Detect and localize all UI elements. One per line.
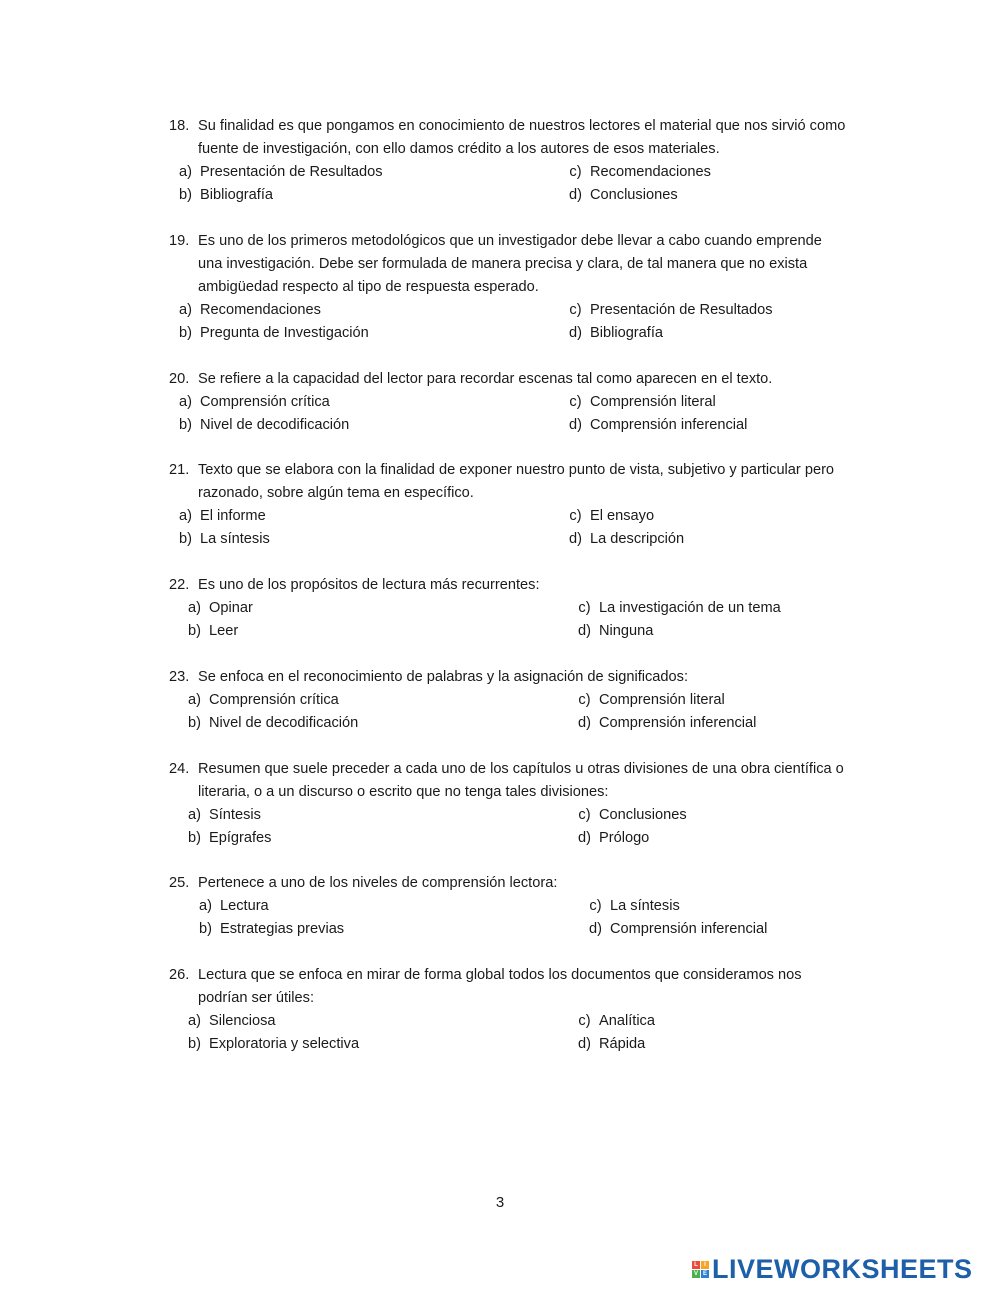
question-number: 23. xyxy=(169,669,190,685)
option-b[interactable]: b) Nivel de decodificación xyxy=(188,715,359,731)
option-a[interactable]: a) Comprensión crítica xyxy=(188,692,339,708)
option-b[interactable]: b) Pregunta de Investigación xyxy=(179,325,369,341)
option-b[interactable]: b) Leer xyxy=(188,623,239,639)
question-number: 18. xyxy=(169,118,190,134)
question-number: 25. xyxy=(169,875,190,891)
question-number: 20. xyxy=(169,371,190,387)
question-number: 24. xyxy=(169,761,190,777)
option-a[interactable]: a) El informe xyxy=(179,508,266,524)
option-c[interactable]: c) La investigación de un tema xyxy=(578,600,781,616)
question-26 xyxy=(169,964,869,1056)
option-c[interactable]: c) Recomendaciones xyxy=(569,164,711,180)
option-a[interactable]: a) Lectura xyxy=(199,898,269,914)
answer-options xyxy=(180,804,869,850)
logo-mark-v: V xyxy=(693,1270,698,1277)
option-a[interactable]: a) Recomendaciones xyxy=(179,302,321,318)
option-d[interactable]: d) Conclusiones xyxy=(569,187,678,203)
question-text: Es uno de los propósitos de lectura más recurrentes: xyxy=(198,577,540,593)
question-number: 26. xyxy=(169,967,190,983)
option-c[interactable]: c) Analítica xyxy=(578,1013,655,1029)
question-text: Su finalidad es que pongamos en conocimiento de nuestros lectores el material que nos sirvió como fuente de investigación, con ello damos crédito a los autores de esos materiales. xyxy=(198,118,846,157)
option-b[interactable]: b) Epígrafes xyxy=(188,830,272,846)
question-18 xyxy=(169,115,869,207)
answer-options xyxy=(171,391,869,437)
question-text: Pertenece a uno de los niveles de comprensión lectora: xyxy=(198,875,558,891)
option-d[interactable]: d) Comprensión inferencial xyxy=(569,417,748,433)
answer-options xyxy=(171,299,869,345)
option-a[interactable]: a) Silenciosa xyxy=(188,1013,276,1029)
page-number: 3 xyxy=(495,1194,505,1211)
question-text: Es uno de los primeros metodológicos que un investigador debe llevar a cabo cuando emprende una investigación. Debe ser formulada de manera precisa y clara, de tal manera que no exista ambigüedad respecto al tipo de respuesta esperado. xyxy=(198,233,822,295)
option-a[interactable]: a) Presentación de Resultados xyxy=(179,164,383,180)
logo-mark-i: I xyxy=(701,1261,709,1269)
question-21 xyxy=(169,459,869,551)
option-c[interactable]: c) Conclusiones xyxy=(578,807,687,823)
option-d[interactable]: d) Rápida xyxy=(578,1036,646,1052)
option-c[interactable]: c) El ensayo xyxy=(569,508,655,524)
question-text: Texto que se elabora con la finalidad de exponer nuestro punto de vista, subjetivo y particular pero razonado, sobre algún tema en específico. xyxy=(198,462,835,501)
answer-options xyxy=(171,505,869,551)
option-d[interactable]: d) Comprensión inferencial xyxy=(589,921,768,937)
option-d[interactable]: d) Bibliografía xyxy=(569,325,664,341)
logo-mark-icon xyxy=(692,1261,709,1278)
option-d[interactable]: d) Prólogo xyxy=(578,830,650,846)
option-c[interactable]: c) Comprensión literal xyxy=(578,692,725,708)
question-22 xyxy=(169,574,869,643)
option-b[interactable]: b) Estrategias previas xyxy=(199,921,345,937)
answer-options xyxy=(191,895,869,941)
option-a[interactable]: a) Opinar xyxy=(188,600,253,616)
answer-options xyxy=(180,689,869,735)
option-d[interactable]: d) Ninguna xyxy=(578,623,654,639)
option-b[interactable]: b) Exploratoria y selectiva xyxy=(188,1036,360,1052)
logo-mark-l: L xyxy=(692,1261,700,1269)
answer-options xyxy=(180,597,869,643)
answer-options xyxy=(171,161,869,207)
question-23 xyxy=(169,666,869,735)
question-text: Se enfoca en el reconocimiento de palabras y la asignación de significados: xyxy=(198,669,689,685)
question-text: Resumen que suele preceder a cada uno de los capítulos u otras divisiones de una obra científica o literaria, o a un discurso o escrito que no tenga tales divisiones: xyxy=(198,761,844,800)
option-c[interactable]: c) Comprensión literal xyxy=(569,394,716,410)
question-24 xyxy=(169,758,869,850)
question-text: Se refiere a la capacidad del lector para recordar escenas tal como aparecen en el texto. xyxy=(198,371,773,387)
option-b[interactable]: b) Bibliografía xyxy=(179,187,274,203)
logo-text: LIVEWORKSHEETS xyxy=(712,1254,973,1284)
option-c[interactable]: c) Presentación de Resultados xyxy=(569,302,773,318)
option-b[interactable]: b) Nivel de decodificación xyxy=(179,417,350,433)
option-d[interactable]: d) Comprensión inferencial xyxy=(578,715,757,731)
question-text: Lectura que se enfoca en mirar de forma global todos los documentos que consideramos nos podrían ser útiles: xyxy=(198,967,802,1006)
question-number: 21. xyxy=(169,462,190,478)
option-a[interactable]: a) Síntesis xyxy=(188,807,261,823)
question-20 xyxy=(169,368,869,437)
question-19 xyxy=(169,230,869,345)
logo-mark-e: E xyxy=(702,1270,707,1277)
question-25 xyxy=(169,872,869,941)
option-c[interactable]: c) La síntesis xyxy=(589,898,680,914)
answer-options xyxy=(180,1010,869,1056)
liveworksheets-logo xyxy=(692,1254,973,1284)
option-a[interactable]: a) Comprensión crítica xyxy=(179,394,330,410)
question-number: 22. xyxy=(169,577,190,593)
question-number: 19. xyxy=(169,233,190,249)
option-d[interactable]: d) La descripción xyxy=(569,531,685,547)
option-b[interactable]: b) La síntesis xyxy=(179,531,270,547)
